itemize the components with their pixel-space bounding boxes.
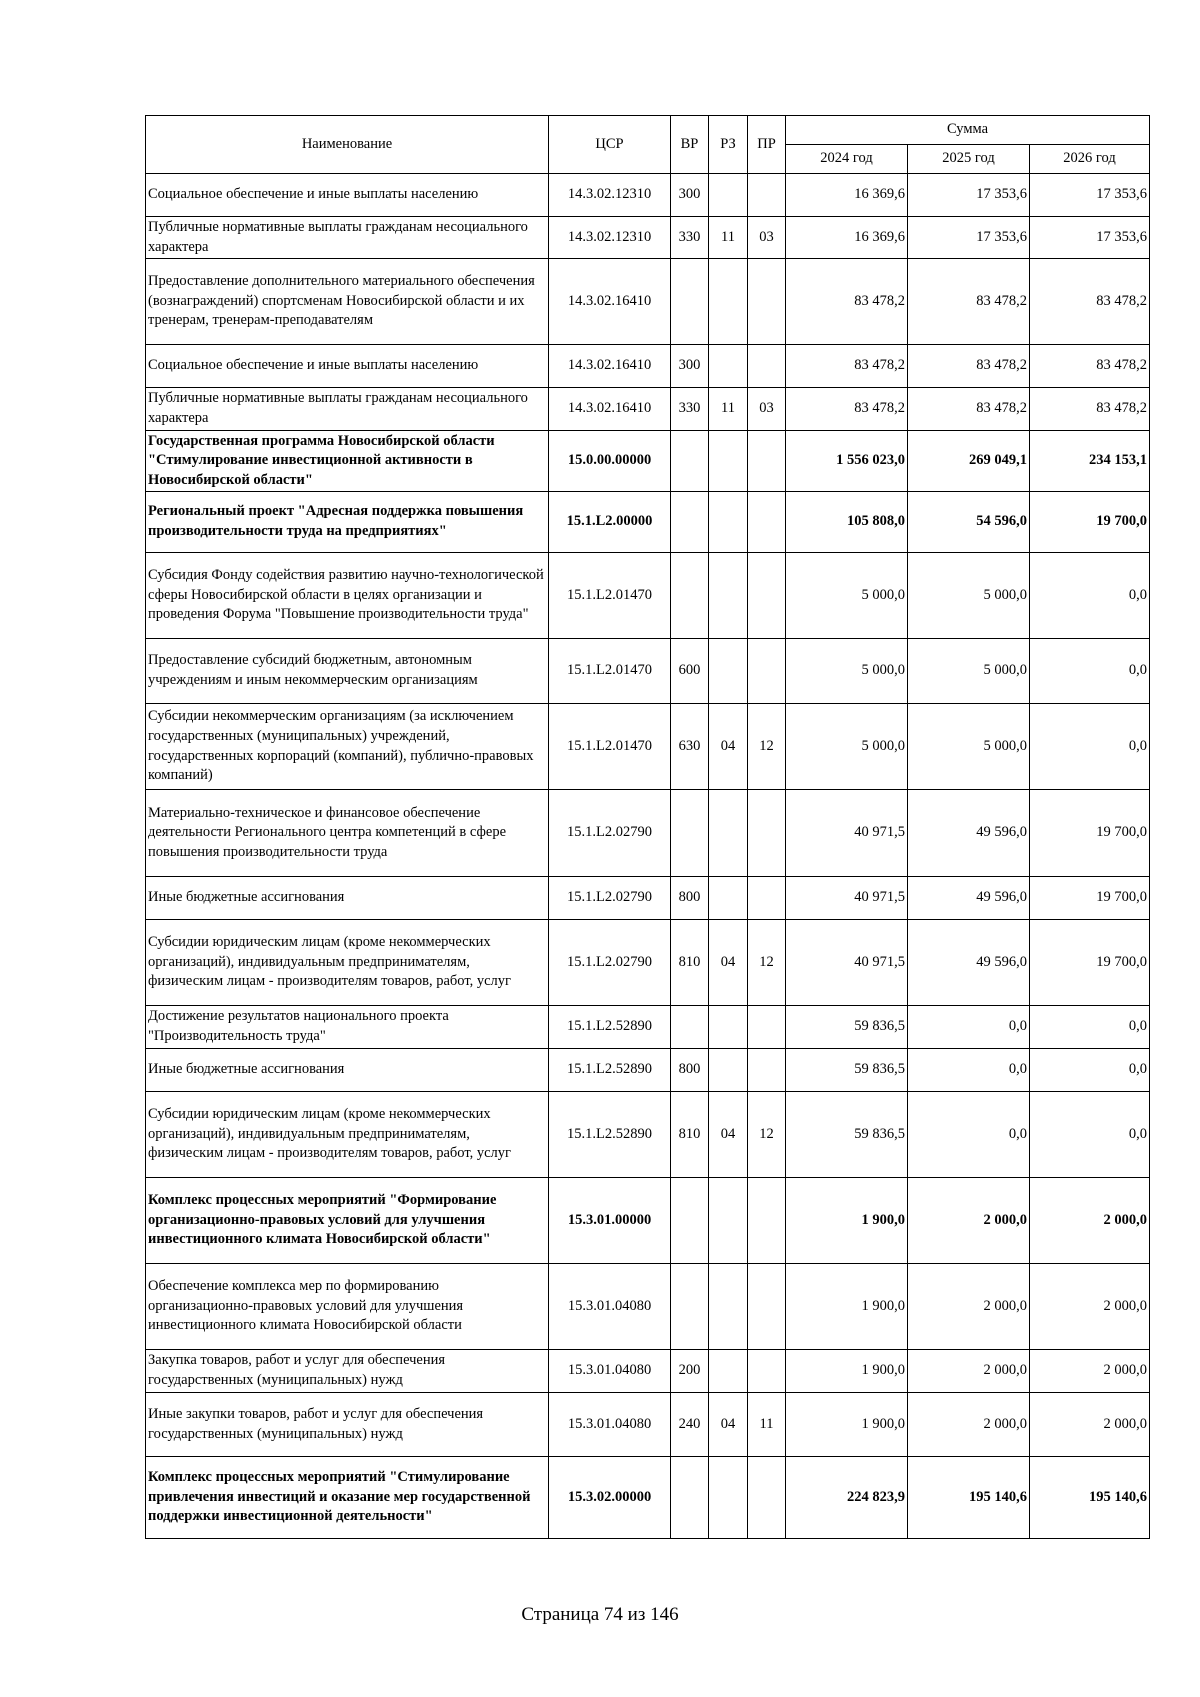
cell-rz: [709, 553, 748, 639]
cell-csr: 15.1.L2.52890: [549, 1049, 671, 1092]
cell-y2024: 59 836,5: [786, 1049, 908, 1092]
cell-name: Обеспечение комплекса мер по формированию организационно-правовых условий для улучшения инвестиционного климата Новосибирской области: [146, 1264, 549, 1350]
table-row: [146, 259, 1150, 345]
table-row: [146, 790, 1150, 877]
cell-pr: [748, 553, 786, 639]
cell-name: Предоставление дополнительного материального обеспечения (вознаграждений) спортсменам Новосибирской области и их тренерам, тренерам-преподавателям: [146, 259, 549, 345]
cell-rz: [709, 1264, 748, 1350]
cell-csr: 15.1.L2.01470: [549, 553, 671, 639]
table-row: [146, 553, 1150, 639]
budget-table: [145, 115, 1150, 1539]
cell-csr: 15.1.L2.52890: [549, 1092, 671, 1178]
cell-y2024: 59 836,5: [786, 1006, 908, 1049]
cell-y2024: 1 900,0: [786, 1178, 908, 1264]
cell-y2025: 49 596,0: [908, 920, 1030, 1006]
cell-y2025: 2 000,0: [908, 1350, 1030, 1393]
cell-pr: 12: [748, 704, 786, 790]
table-body: [146, 174, 1150, 1539]
cell-rz: [709, 345, 748, 388]
cell-name: Субсидии некоммерческим организациям (за исключением государственных (муниципальных) учреждений, государственных корпораций (компаний), публично-правовых компаний): [146, 704, 549, 790]
cell-y2025: 2 000,0: [908, 1393, 1030, 1457]
cell-pr: [748, 431, 786, 492]
cell-rz: 04: [709, 1393, 748, 1457]
cell-rz: [709, 431, 748, 492]
cell-csr: 15.1.L2.02790: [549, 920, 671, 1006]
cell-y2024: 40 971,5: [786, 790, 908, 877]
cell-pr: [748, 1350, 786, 1393]
cell-vr: [671, 1178, 709, 1264]
table-row: [146, 877, 1150, 920]
cell-y2024: 16 369,6: [786, 217, 908, 259]
cell-pr: [748, 877, 786, 920]
cell-y2026: 234 153,1: [1030, 431, 1150, 492]
cell-pr: [748, 259, 786, 345]
cell-name: Предоставление субсидий бюджетным, автономным учреждениям и иным некоммерческим организациям: [146, 639, 549, 704]
cell-vr: [671, 492, 709, 553]
cell-y2025: 0,0: [908, 1049, 1030, 1092]
cell-name: Субсидии юридическим лицам (кроме некоммерческих организаций), индивидуальным предпринимателям, физическим лицам - производителям товаров, работ, услуг: [146, 920, 549, 1006]
cell-vr: 300: [671, 345, 709, 388]
header-year-2025: 2025 год: [908, 145, 1030, 174]
cell-pr: 12: [748, 920, 786, 1006]
table-row: [146, 1006, 1150, 1049]
header-year-2024: 2024 год: [786, 145, 908, 174]
cell-csr: 15.1.L2.02790: [549, 877, 671, 920]
cell-y2026: 0,0: [1030, 639, 1150, 704]
cell-rz: 04: [709, 920, 748, 1006]
table-row: [146, 1393, 1150, 1457]
cell-rz: [709, 1178, 748, 1264]
cell-y2026: 0,0: [1030, 1049, 1150, 1092]
cell-vr: [671, 431, 709, 492]
cell-rz: [709, 259, 748, 345]
cell-csr: 15.3.02.00000: [549, 1457, 671, 1539]
cell-y2026: 195 140,6: [1030, 1457, 1150, 1539]
cell-y2024: 83 478,2: [786, 388, 908, 431]
table-row: [146, 431, 1150, 492]
cell-y2024: 1 900,0: [786, 1264, 908, 1350]
table-row: [146, 1264, 1150, 1350]
cell-rz: 04: [709, 1092, 748, 1178]
cell-pr: 03: [748, 217, 786, 259]
cell-name: Государственная программа Новосибирской области "Стимулирование инвестиционной активности в Новосибирской области": [146, 431, 549, 492]
cell-y2025: 269 049,1: [908, 431, 1030, 492]
cell-y2026: 0,0: [1030, 704, 1150, 790]
cell-vr: 810: [671, 1092, 709, 1178]
cell-csr: 15.1.L2.01470: [549, 704, 671, 790]
cell-pr: 03: [748, 388, 786, 431]
cell-csr: 15.3.01.04080: [549, 1264, 671, 1350]
header-year-2026: 2026 год: [1030, 145, 1150, 174]
cell-vr: [671, 259, 709, 345]
cell-y2026: 83 478,2: [1030, 388, 1150, 431]
cell-vr: [671, 1457, 709, 1539]
table-row: [146, 1092, 1150, 1178]
cell-name: Комплекс процессных мероприятий "Стимулирование привлечения инвестиций и оказание мер государственной поддержки инвестиционной деятельности": [146, 1457, 549, 1539]
cell-y2024: 16 369,6: [786, 174, 908, 217]
cell-y2024: 1 900,0: [786, 1393, 908, 1457]
cell-y2025: 83 478,2: [908, 388, 1030, 431]
table-row: [146, 1049, 1150, 1092]
cell-rz: [709, 877, 748, 920]
cell-y2024: 5 000,0: [786, 704, 908, 790]
cell-y2026: 19 700,0: [1030, 877, 1150, 920]
cell-vr: 200: [671, 1350, 709, 1393]
cell-pr: [748, 345, 786, 388]
cell-vr: 810: [671, 920, 709, 1006]
table-row: [146, 388, 1150, 431]
cell-name: Закупка товаров, работ и услуг для обеспечения государственных (муниципальных) нужд: [146, 1350, 549, 1393]
cell-name: Социальное обеспечение и иные выплаты населению: [146, 174, 549, 217]
table-row: [146, 920, 1150, 1006]
cell-name: Публичные нормативные выплаты гражданам несоциального характера: [146, 388, 549, 431]
cell-name: Публичные нормативные выплаты гражданам несоциального характера: [146, 217, 549, 259]
cell-name: Социальное обеспечение и иные выплаты населению: [146, 345, 549, 388]
cell-pr: [748, 790, 786, 877]
cell-vr: [671, 1006, 709, 1049]
cell-name: Субсидия Фонду содействия развитию научно-технологической сферы Новосибирской области в целях организации и проведения Форума "Повышение производительности труда": [146, 553, 549, 639]
cell-name: Материально-техническое и финансовое обеспечение деятельности Регионального центра компетенций в сфере повышения производительности труда: [146, 790, 549, 877]
cell-csr: 14.3.02.16410: [549, 388, 671, 431]
cell-y2026: 19 700,0: [1030, 920, 1150, 1006]
header-name: Наименование: [146, 116, 549, 174]
cell-vr: 330: [671, 217, 709, 259]
cell-pr: [748, 1457, 786, 1539]
header-sum: Сумма: [786, 116, 1150, 145]
cell-rz: [709, 492, 748, 553]
cell-y2024: 105 808,0: [786, 492, 908, 553]
cell-csr: 14.3.02.16410: [549, 345, 671, 388]
table-row: [146, 704, 1150, 790]
cell-csr: 15.3.01.04080: [549, 1393, 671, 1457]
table-row: [146, 174, 1150, 217]
cell-vr: 300: [671, 174, 709, 217]
cell-vr: [671, 1264, 709, 1350]
cell-y2025: 17 353,6: [908, 174, 1030, 217]
table-row: [146, 1457, 1150, 1539]
cell-csr: 15.0.00.00000: [549, 431, 671, 492]
cell-csr: 15.1.L2.01470: [549, 639, 671, 704]
table-row: [146, 492, 1150, 553]
cell-rz: [709, 790, 748, 877]
cell-y2025: 83 478,2: [908, 259, 1030, 345]
cell-y2025: 2 000,0: [908, 1178, 1030, 1264]
table-row: [146, 1350, 1150, 1393]
cell-y2024: 83 478,2: [786, 259, 908, 345]
cell-y2024: 40 971,5: [786, 920, 908, 1006]
cell-y2025: 2 000,0: [908, 1264, 1030, 1350]
cell-vr: [671, 790, 709, 877]
cell-y2024: 5 000,0: [786, 553, 908, 639]
cell-y2026: 19 700,0: [1030, 790, 1150, 877]
cell-y2026: 2 000,0: [1030, 1350, 1150, 1393]
table-row: [146, 217, 1150, 259]
cell-y2026: 2 000,0: [1030, 1264, 1150, 1350]
cell-vr: 800: [671, 1049, 709, 1092]
cell-pr: [748, 1178, 786, 1264]
cell-name: Иные бюджетные ассигнования: [146, 877, 549, 920]
cell-vr: 240: [671, 1393, 709, 1457]
cell-y2026: 17 353,6: [1030, 217, 1150, 259]
cell-csr: 14.3.02.16410: [549, 259, 671, 345]
table-row: [146, 1178, 1150, 1264]
cell-name: Комплекс процессных мероприятий "Формирование организационно-правовых условий для улучшения инвестиционного климата Новосибирской области": [146, 1178, 549, 1264]
cell-rz: 04: [709, 704, 748, 790]
table-row: [146, 345, 1150, 388]
cell-csr: 14.3.02.12310: [549, 174, 671, 217]
cell-csr: 15.1.L2.52890: [549, 1006, 671, 1049]
cell-y2026: 19 700,0: [1030, 492, 1150, 553]
cell-y2024: 40 971,5: [786, 877, 908, 920]
cell-y2025: 49 596,0: [908, 790, 1030, 877]
cell-y2025: 5 000,0: [908, 553, 1030, 639]
cell-name: Иные закупки товаров, работ и услуг для обеспечения государственных (муниципальных) нужд: [146, 1393, 549, 1457]
header-vr: ВР: [671, 116, 709, 174]
cell-y2025: 49 596,0: [908, 877, 1030, 920]
cell-pr: [748, 492, 786, 553]
cell-vr: [671, 553, 709, 639]
cell-csr: 15.1.L2.02790: [549, 790, 671, 877]
cell-csr: 14.3.02.12310: [549, 217, 671, 259]
cell-vr: 600: [671, 639, 709, 704]
cell-y2026: 17 353,6: [1030, 174, 1150, 217]
cell-y2026: 0,0: [1030, 1006, 1150, 1049]
cell-rz: [709, 1049, 748, 1092]
cell-name: Субсидии юридическим лицам (кроме некоммерческих организаций), индивидуальным предпринимателям, физическим лицам - производителям товаров, работ, услуг: [146, 1092, 549, 1178]
cell-rz: [709, 639, 748, 704]
cell-pr: 12: [748, 1092, 786, 1178]
cell-y2025: 195 140,6: [908, 1457, 1030, 1539]
cell-y2026: 0,0: [1030, 1092, 1150, 1178]
cell-y2024: 5 000,0: [786, 639, 908, 704]
cell-pr: [748, 639, 786, 704]
header-rz: РЗ: [709, 116, 748, 174]
cell-csr: 15.3.01.04080: [549, 1350, 671, 1393]
cell-y2024: 59 836,5: [786, 1092, 908, 1178]
cell-y2024: 83 478,2: [786, 345, 908, 388]
cell-y2025: 83 478,2: [908, 345, 1030, 388]
header-pr: ПР: [748, 116, 786, 174]
cell-pr: 11: [748, 1393, 786, 1457]
cell-rz: [709, 1350, 748, 1393]
cell-rz: [709, 1457, 748, 1539]
table-header: [146, 116, 1150, 174]
cell-y2024: 1 556 023,0: [786, 431, 908, 492]
cell-csr: 15.3.01.00000: [549, 1178, 671, 1264]
cell-y2025: 54 596,0: [908, 492, 1030, 553]
cell-y2026: 83 478,2: [1030, 259, 1150, 345]
cell-vr: 800: [671, 877, 709, 920]
cell-y2025: 5 000,0: [908, 639, 1030, 704]
cell-y2026: 2 000,0: [1030, 1393, 1150, 1457]
cell-pr: [748, 1006, 786, 1049]
cell-y2025: 5 000,0: [908, 704, 1030, 790]
cell-rz: 11: [709, 217, 748, 259]
cell-vr: 630: [671, 704, 709, 790]
page-number: Страница 74 из 146: [521, 1604, 679, 1625]
cell-name: Региональный проект "Адресная поддержка повышения производительности труда на предприятиях": [146, 492, 549, 553]
cell-y2025: 0,0: [908, 1006, 1030, 1049]
cell-y2024: 1 900,0: [786, 1350, 908, 1393]
cell-vr: 330: [671, 388, 709, 431]
header-csr: ЦСР: [549, 116, 671, 174]
cell-csr: 15.1.L2.00000: [549, 492, 671, 553]
cell-y2026: 83 478,2: [1030, 345, 1150, 388]
cell-y2026: 0,0: [1030, 553, 1150, 639]
cell-y2025: 0,0: [908, 1092, 1030, 1178]
cell-pr: [748, 174, 786, 217]
table-row: [146, 639, 1150, 704]
cell-y2026: 2 000,0: [1030, 1178, 1150, 1264]
cell-pr: [748, 1264, 786, 1350]
cell-pr: [748, 1049, 786, 1092]
cell-y2024: 224 823,9: [786, 1457, 908, 1539]
cell-rz: [709, 174, 748, 217]
cell-y2025: 17 353,6: [908, 217, 1030, 259]
cell-rz: [709, 1006, 748, 1049]
cell-rz: 11: [709, 388, 748, 431]
cell-name: Достижение результатов национального проекта "Производительность труда": [146, 1006, 549, 1049]
cell-name: Иные бюджетные ассигнования: [146, 1049, 549, 1092]
